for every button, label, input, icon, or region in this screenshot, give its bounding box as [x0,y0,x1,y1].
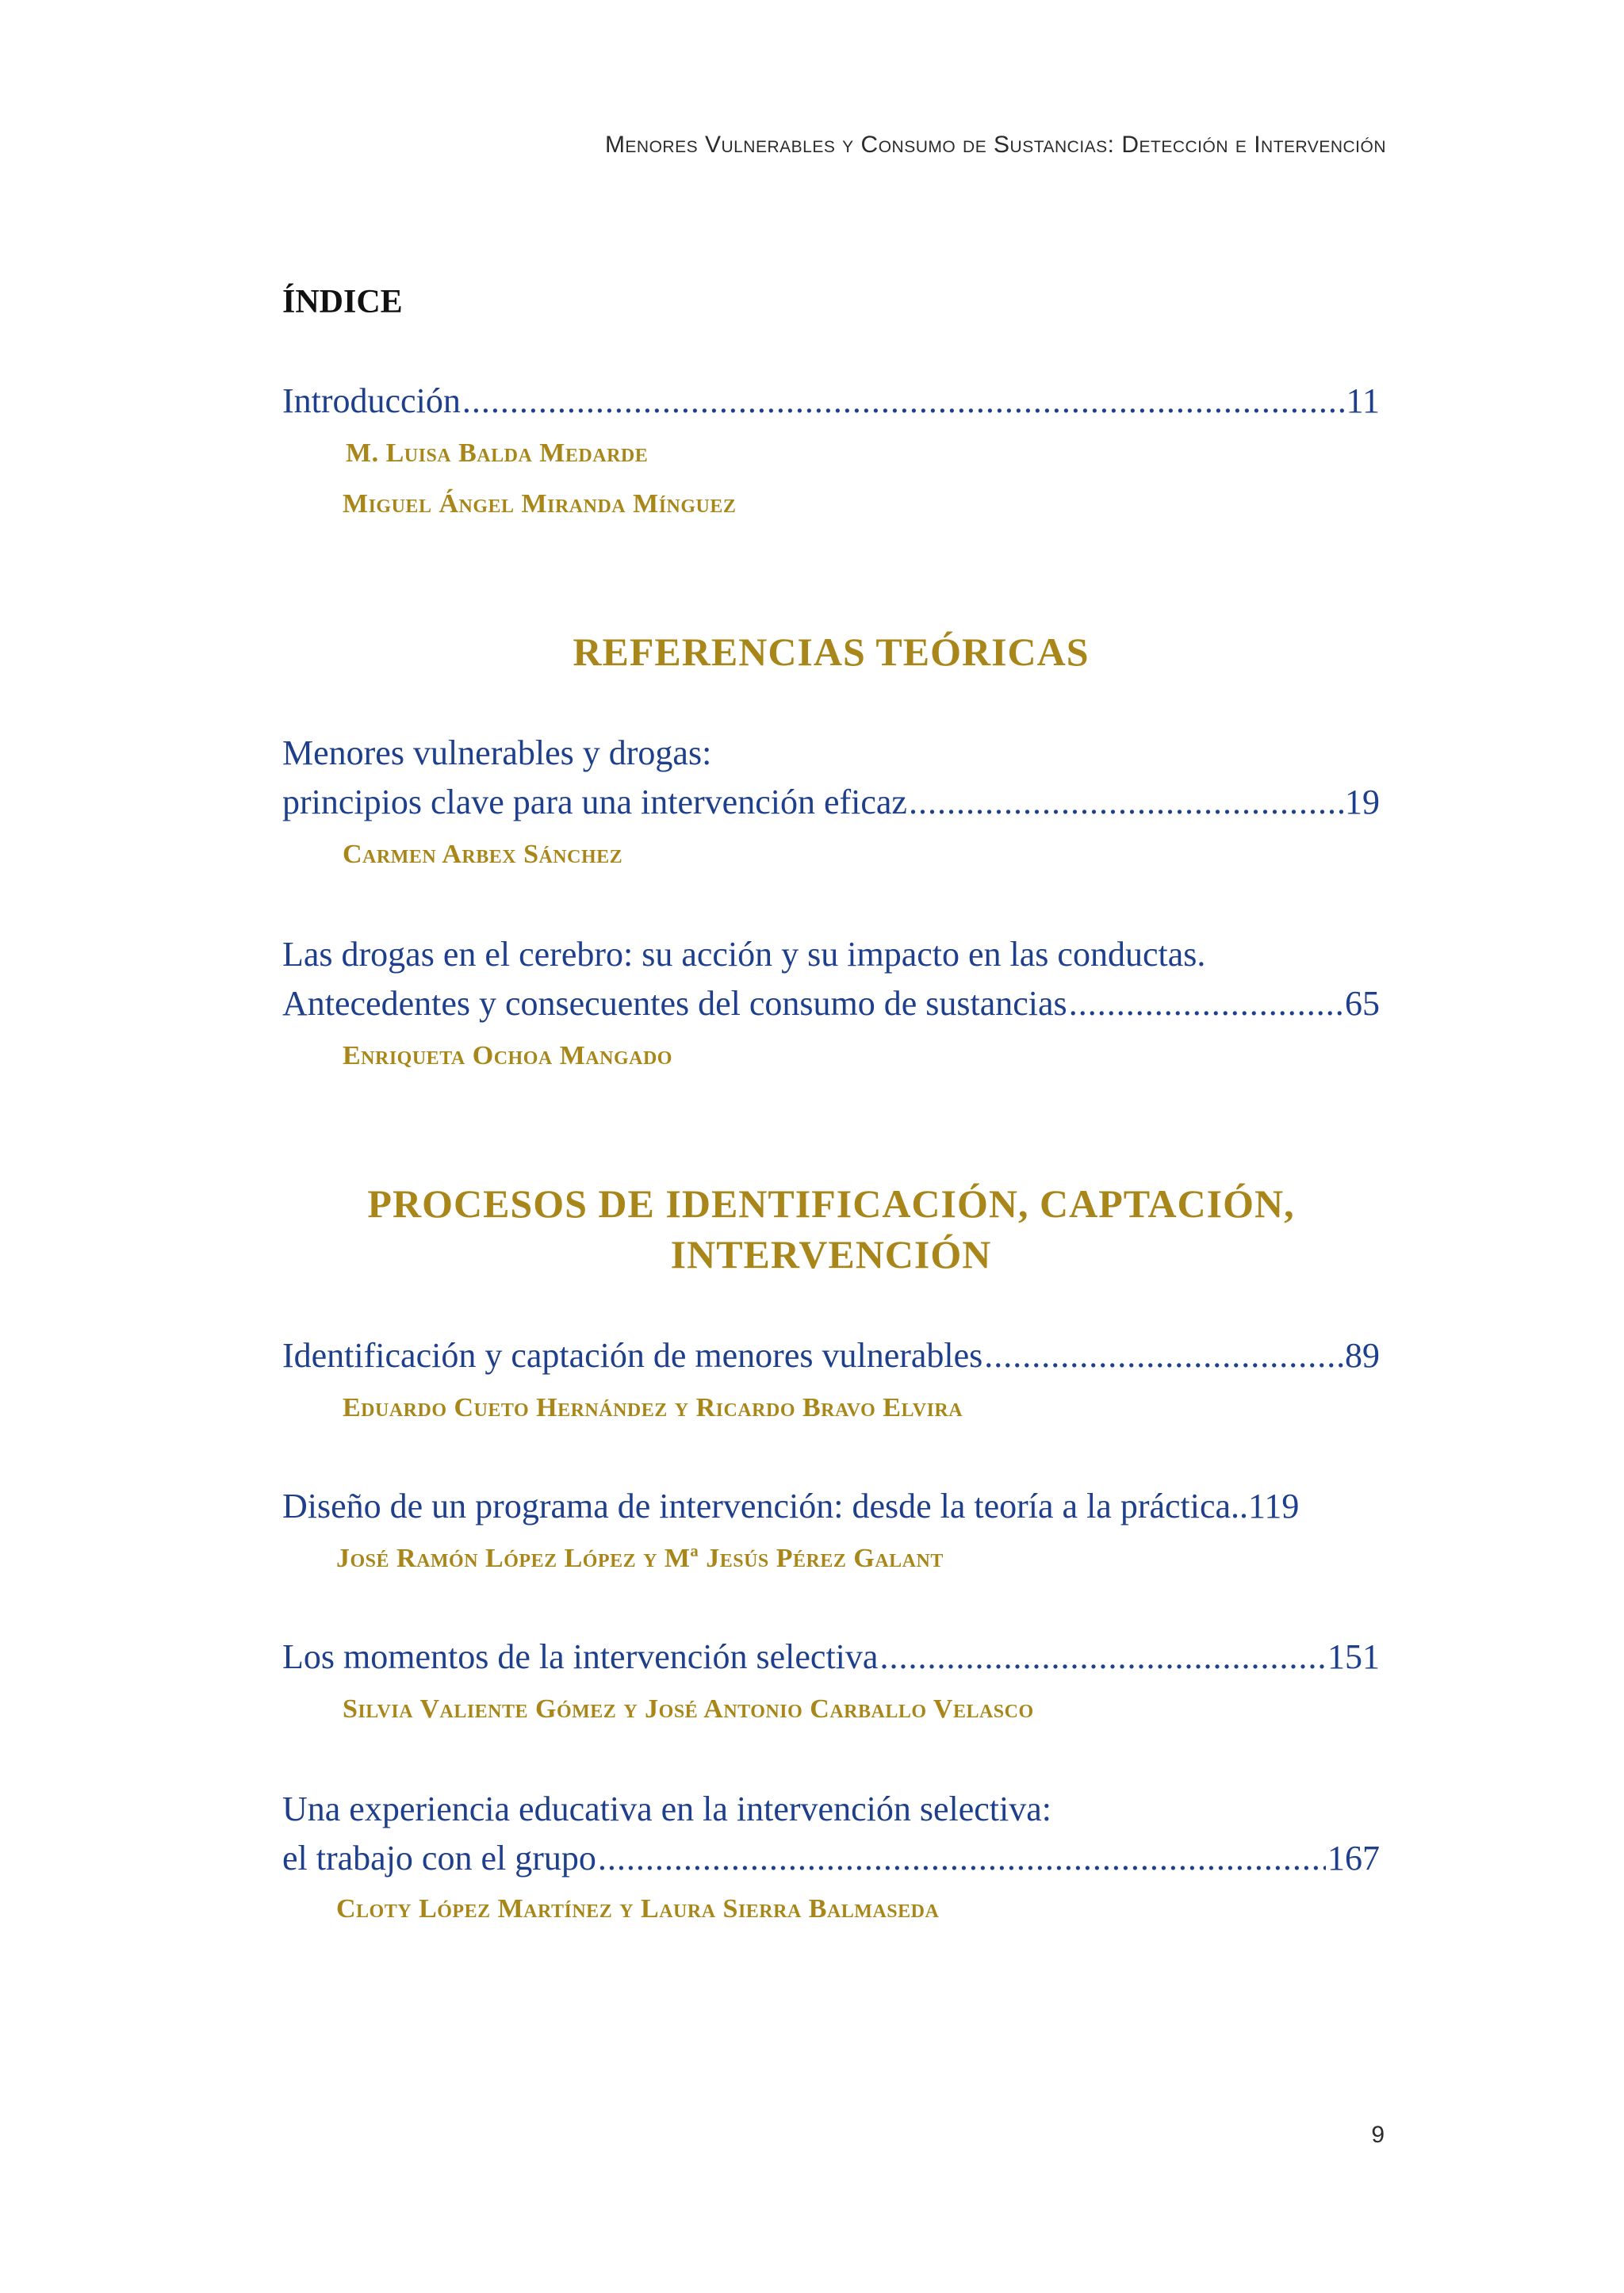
section-heading: PROCESOS DE IDENTIFICACIÓN, CAPTACIÓN, [367,1181,1295,1226]
toc-entry[interactable] [282,1836,1380,1881]
toc-author: Carmen Arbex Sánchez [343,840,623,869]
toc-page-number: 65 [1345,984,1380,1023]
section-heading: INTERVENCIÓN [670,1232,992,1277]
toc-entry[interactable] [282,1484,1380,1529]
dot-leader [984,1334,1343,1378]
dot-leader [879,1635,1326,1679]
toc-entry-title: Introducción [282,381,461,420]
toc-page-number: 19 [1345,783,1380,821]
toc-page-number: 167 [1327,1839,1380,1878]
toc-entry-title-line[interactable]: Una experiencia educativa en la intervención selectiva: [282,1790,1051,1828]
toc-page-number: 11 [1346,381,1380,420]
toc-page-number: 119 [1248,1487,1300,1525]
toc-entry-title: Identificación y captación de menores vulnerables [282,1336,983,1375]
toc-entry-intro[interactable] [282,379,1380,423]
dot-leader [462,379,1345,423]
toc-author: José Ramón López López y Mª Jesús Pérez Galant [336,1544,944,1573]
toc-entry-title: Los momentos de la intervención selectiva [282,1637,879,1676]
toc-author: Silvia Valiente Gómez y José Antonio Carballo Velasco [343,1694,1034,1724]
toc-entry-title: el trabajo con el grupo [282,1839,596,1878]
dot-leader [909,780,1343,825]
toc-entry-title: Diseño de un programa de intervención: desde la teoría a la práctica.. [282,1487,1249,1525]
toc-entry-title-line[interactable]: Menores vulnerables y drogas: [282,733,712,772]
section-heading: REFERENCIAS TEÓRICAS [573,630,1090,674]
toc-entry-title: Antecedentes y consecuentes del consumo de sustancias [282,984,1067,1023]
toc-entry-title: principios clave para una intervención eficaz [282,783,907,821]
toc-page-number: 151 [1327,1637,1380,1676]
toc-author: M. Luisa Balda Medarde [346,438,649,468]
index-title: ÍNDICE [282,284,403,320]
toc-author: Cloty López Martínez y Laura Sierra Balmaseda [336,1894,940,1924]
toc-entry-title-line[interactable]: Las drogas en el cerebro: su acción y su impacto en las conductas. [282,935,1206,974]
running-header: Menores Vulnerables y Consumo de Sustancias: Detección e Intervención [604,132,1386,158]
toc-entry[interactable] [282,780,1380,825]
toc-author: Eduardo Cueto Hernández y Ricardo Bravo Elvira [343,1393,963,1422]
dot-leader [598,1836,1326,1881]
toc-page-number: 89 [1345,1336,1380,1375]
toc-entry[interactable] [282,1334,1380,1378]
toc-author: Enriqueta Ochoa Mangado [343,1041,672,1070]
toc-entry[interactable] [282,1635,1380,1679]
toc-author: Miguel Ángel Miranda Mínguez [343,489,737,519]
dot-leader [1069,982,1343,1026]
toc-entry[interactable] [282,982,1380,1026]
page-number: 9 [1371,2122,1385,2148]
